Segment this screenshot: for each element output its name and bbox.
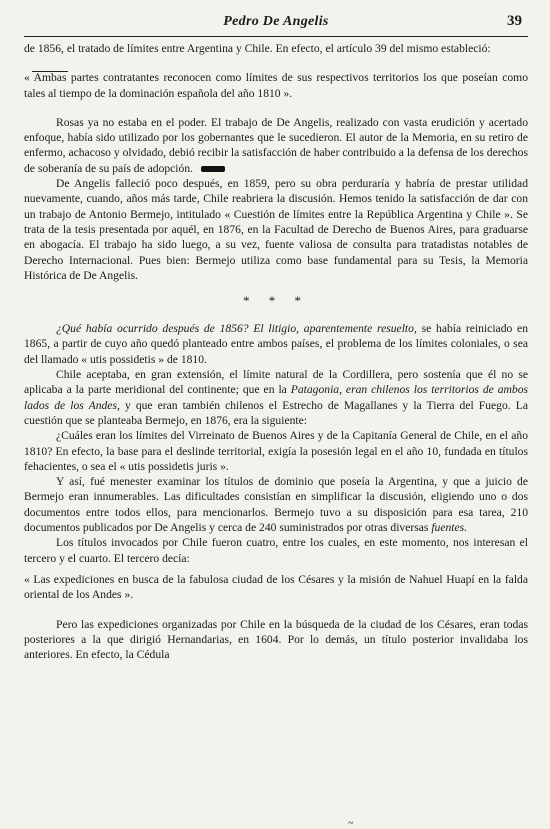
header-rule xyxy=(24,36,528,37)
paragraph-chile-a: Chile aceptaba, en gran extensión, el límite natural de la Cordillera, pero sostenía que él no se aplicaba a la parte meridional del continente; que en la xyxy=(24,368,528,397)
paragraph-que-habia xyxy=(24,321,528,367)
paragraph-rosas xyxy=(24,115,528,176)
paragraph-de-angelis: De Angelis falleció poco después, en 1859, pero su obra perduraría y habría de prestar utilidad nuevamente, cuando, años más tarde, Chile reabriera la discusión. Hemos tenido la satisfacción de dar con un trabajo de Antonio Bermejo, intitulado « Cuestión de límites entre la República Argentina y Chile ». Se trata de la tesis presentada por aquél, en 1876, en la Facultad de Derecho de Buenos Aires, para graduarse en abogacía. El trabajo ha sido luego, a su vez, fuente valiosa de consulta para tratadistas notables de Derecho Internacional. Pues bien: Bermejo utiliza como base fundamental para su Tesis, la Memoria Histórica de De Angelis. xyxy=(24,177,528,282)
paragraph-que-rest: se había reiniciado en 1865, a partir de cuyo año quedó planteado entre ambos países, el problema de los límites coloniales, o sea del llamado « utis possidetis » de 1810. xyxy=(24,322,528,366)
paragraph-intro: de 1856, el tratado de límites entre Argentina y Chile. En efecto, el artículo 39 del mismo estableció: xyxy=(24,42,491,55)
paragraph-pero: Pero las expediciones organizadas por Chile en la búsqueda de la ciudad de los Césares, eran todas posteriores a la que dirigió Hernandarias, en 1604. Por lo demás, un título posterior invalidaba los anteriores. En efecto, la Cédula xyxy=(24,617,528,662)
paragraph-chile-italic: Patagonia, eran chilenos los territorios de ambos lados de los Andes, xyxy=(24,383,529,412)
paragraph-rosas-text: Rosas ya no estaba en el poder. El trabajo de De Angelis, realizado con vasta erudición y acertado enfoque, había sido utilizado por los gobernantes que le sucedieron. El autor de la Memoria, en su retiro de enfermo, achacoso y olvidado, debió recibir la satisfacción de haber contribuido a la defensa de los derechos de soberanía de su país de adopción. xyxy=(24,115,528,175)
block-quote-article-39: « Ambas partes contratantes reconocen como límites de sus respectivos territorios los que poseían como tales al tiempo de la dominación española del año 1810 ». xyxy=(24,71,528,100)
block-quote-expediciones: « Las expediciones en busca de la fabulosa ciudad de los Césares y la misión de Nahuel Huapí en la falda oriental de los Andes ». xyxy=(24,572,528,602)
paragraph-que-italic: ¿Qué había ocurrido después de 1856? El litigio, aparentemente resuelto, xyxy=(56,322,417,336)
running-head: Pedro De Angelis xyxy=(223,14,329,29)
paragraph-chile xyxy=(24,367,528,428)
paragraph-titulos: Los títulos invocados por Chile fueron cuatro, entre los cuales, en este momento, nos interesan el tercero y el cuarto. El tercero decía: xyxy=(24,536,528,565)
paragraph-cuales: ¿Cuáles eran los límites del Virreinato de Buenos Aires y de la Capitanía General de Chile, en el año 1810? En efecto, la base para el deslinde territorial, exigía la posesión legal en el año 10, fundada en títulos fehacientes, o sea el « utis possidetis juris ». xyxy=(24,429,528,473)
paragraph-y-asi xyxy=(24,474,528,535)
page-number: 39 xyxy=(507,13,522,29)
paragraph-y-asi-italic: fuentes. xyxy=(431,521,468,535)
footer-mark: ~ xyxy=(348,818,354,829)
section-break-stars: * * * xyxy=(243,293,309,309)
quote-divider xyxy=(24,62,528,70)
paragraph-chile-b: y que eran también chilenos el Estrecho de Magallanes y la Tierra del Fuego. La cuestión que se planteaba Bermejo, en 1876, era la siguiente: xyxy=(24,398,528,427)
ink-blot xyxy=(201,166,225,172)
page-header xyxy=(24,8,528,36)
paragraph-y-asi-text: Y así, fué menester examinar los títulos de dominio que poseía la Argentina, y que a juicio de Bermejo eran innumerables. Las dificultades consistían en simplificar la discusión, eligiendo uno o dos documentos entre todos ellos, para mencionarlos. Bermejo tuvo a su disposición para esa tarea, 210 documentos publicados por De Angelis y cerca de 240 suministrados por otras diversas xyxy=(24,475,528,535)
